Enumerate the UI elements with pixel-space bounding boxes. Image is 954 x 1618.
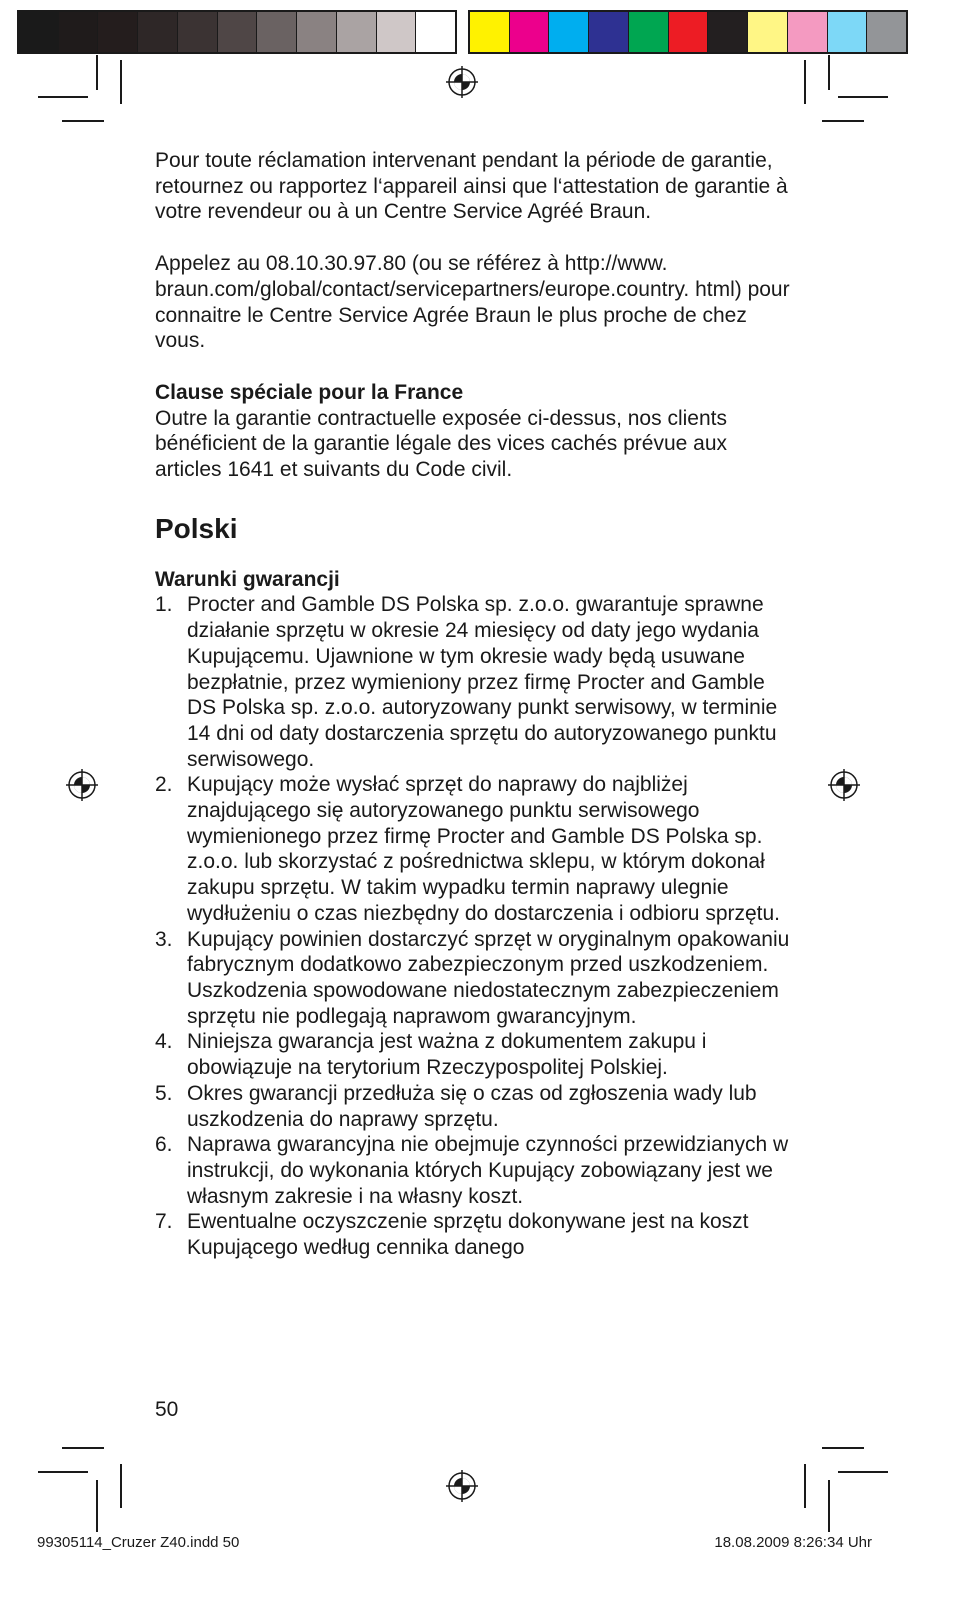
process-color-swatch <box>707 12 747 52</box>
list-item-number: 4. <box>155 1030 173 1054</box>
process-color-swatch <box>588 12 628 52</box>
warranty-conditions-list <box>155 592 795 1260</box>
process-color-swatch <box>827 12 867 52</box>
grayscale-swatch <box>415 12 455 52</box>
warranty-title: Warunki gwarancji <box>155 567 340 591</box>
list-item <box>155 1029 795 1080</box>
process-color-swatch <box>747 12 787 52</box>
grayscale-swatch <box>58 12 98 52</box>
list-item-text: Okres gwarancji przedłuża się o czas od zgłoszenia wady lub uszkodzenia do naprawy sprzętu. <box>187 1081 757 1131</box>
process-color-swatch <box>548 12 588 52</box>
process-color-swatch <box>470 12 509 52</box>
list-item <box>155 927 795 1030</box>
list-item <box>155 772 795 926</box>
registration-mark-icon <box>446 1470 478 1502</box>
registration-mark-icon <box>446 66 478 98</box>
list-item-number: 2. <box>155 773 173 797</box>
grayscale-swatch <box>177 12 217 52</box>
slug-timestamp: 18.08.2009 8:26:34 Uhr <box>714 1534 872 1551</box>
text-column <box>155 148 795 1261</box>
list-item-number: 6. <box>155 1133 173 1157</box>
grayscale-swatch <box>137 12 177 52</box>
list-item-text: Niniejsza gwarancja jest ważna z dokumentem zakupu i obowiązuje na terytorium Rzeczypospolitej Polskiej. <box>187 1030 707 1080</box>
list-item-number: 7. <box>155 1210 173 1234</box>
crop-mark <box>828 1480 830 1532</box>
crop-mark <box>822 120 864 122</box>
registration-mark-icon <box>66 769 98 801</box>
crop-mark <box>96 1480 98 1532</box>
paragraph-service-contact: Appelez au 08.10.30.97.80 (ou se référez à http://www. braun.com/global/contact/servicepartners/europe.country. html) pour connaitre le Centre Service Agrée Braun le plus proche de chez vous. <box>155 252 790 353</box>
crop-mark <box>838 96 888 98</box>
list-item-text: Kupujący powinien dostarczyć sprzęt w oryginalnym opakowaniu fabrycznym dodatkowo zabezpieczonym przed uszkodzeniem. Uszkodzenia spowodowane niedostatecznym zabezpieczeniem sprzętu nie podlegają naprawom gwarancyjnym. <box>187 927 790 1028</box>
crop-mark <box>120 60 122 104</box>
process-color-swatch <box>787 12 827 52</box>
grayscale-swatch <box>376 12 416 52</box>
list-item-text: Kupujący może wysłać sprzęt do naprawy do najbliżej znajdującego się autoryzowanego punktu serwisowego wymienionego przez firmę Procter and Gamble DS Polska sp. z.o.o. lub skorzystać z pośrednictwa sklepu, w którym dokonał zakupu sprzętu. W takim wypadku termin naprawy ulegnie wydłużeniu o czas niezbędny do dostarczenia i odbioru sprzętu. <box>187 773 781 925</box>
crop-mark <box>838 1471 888 1473</box>
list-item-text: Naprawa gwarancyjna nie obejmuje czynności przewidzianych w instrukcji, do wykonania których Kupujący zobowiązany jest we własnym zakresie i na własny koszt. <box>187 1133 789 1208</box>
crop-mark <box>804 1464 806 1508</box>
crop-mark <box>120 1464 122 1508</box>
crop-mark <box>62 1447 104 1449</box>
process-color-bar <box>468 10 908 54</box>
grayscale-swatch <box>97 12 137 52</box>
grayscale-swatch <box>256 12 296 52</box>
crop-mark <box>62 120 104 122</box>
grayscale-swatch <box>296 12 336 52</box>
section-heading: Polski <box>155 512 238 544</box>
page-number: 50 <box>155 1398 179 1421</box>
process-color-swatch <box>866 12 906 52</box>
process-color-swatch <box>668 12 708 52</box>
crop-mark <box>38 1471 88 1473</box>
process-color-swatch <box>509 12 549 52</box>
grayscale-swatch <box>336 12 376 52</box>
list-item <box>155 1132 795 1209</box>
clause-title: Clause spéciale pour la France <box>155 380 464 404</box>
process-color-swatch <box>628 12 668 52</box>
crop-mark <box>822 1447 864 1449</box>
list-item <box>155 592 795 772</box>
list-item-text: Ewentualne oczyszczenie sprzętu dokonywane jest na koszt Kupującego według cennika danego <box>187 1210 749 1260</box>
list-item-number: 1. <box>155 593 173 617</box>
list-item-number: 5. <box>155 1081 173 1105</box>
paragraph-warranty-claim: Pour toute réclamation intervenant pendant la période de garantie, retournez ou rapportez l‘appareil ainsi que l‘attestation de garantie à votre revendeur ou à un Centre Service Agréé Braun. <box>155 149 788 224</box>
crop-mark <box>38 96 88 98</box>
list-item <box>155 1209 795 1260</box>
list-item-number: 3. <box>155 927 173 951</box>
grayscale-swatch <box>217 12 257 52</box>
list-item <box>155 1081 795 1132</box>
list-item-text: Procter and Gamble DS Polska sp. z.o.o. gwarantuje sprawne działanie sprzętu w okresie 24 miesięcy od daty jego wydania Kupującemu. Ujawnione w tym okresie wady będą usuwane bezpłatnie, przez wymieniony przez firmę Procter and Gamble DS Polska sp. z.o.o. autoryzowany punkt serwisowy, w terminie 14 dni od daty dostarczenia sprzętu do autoryzowanego punktu serwisowego. <box>187 593 778 771</box>
crop-mark <box>804 60 806 104</box>
crop-mark <box>828 55 830 90</box>
slug-file-name: 99305114_Cruzer Z40.indd 50 <box>37 1534 240 1551</box>
grayscale-swatch <box>19 12 58 52</box>
clause-text: Outre la garantie contractuelle exposée ci-dessus, nos clients bénéficient de la garantie légale des vices cachés prévue aux articles 1641 et suivants du Code civil. <box>155 406 728 482</box>
crop-mark <box>96 55 98 90</box>
registration-mark-icon <box>828 769 860 801</box>
grayscale-color-bar <box>17 10 457 54</box>
